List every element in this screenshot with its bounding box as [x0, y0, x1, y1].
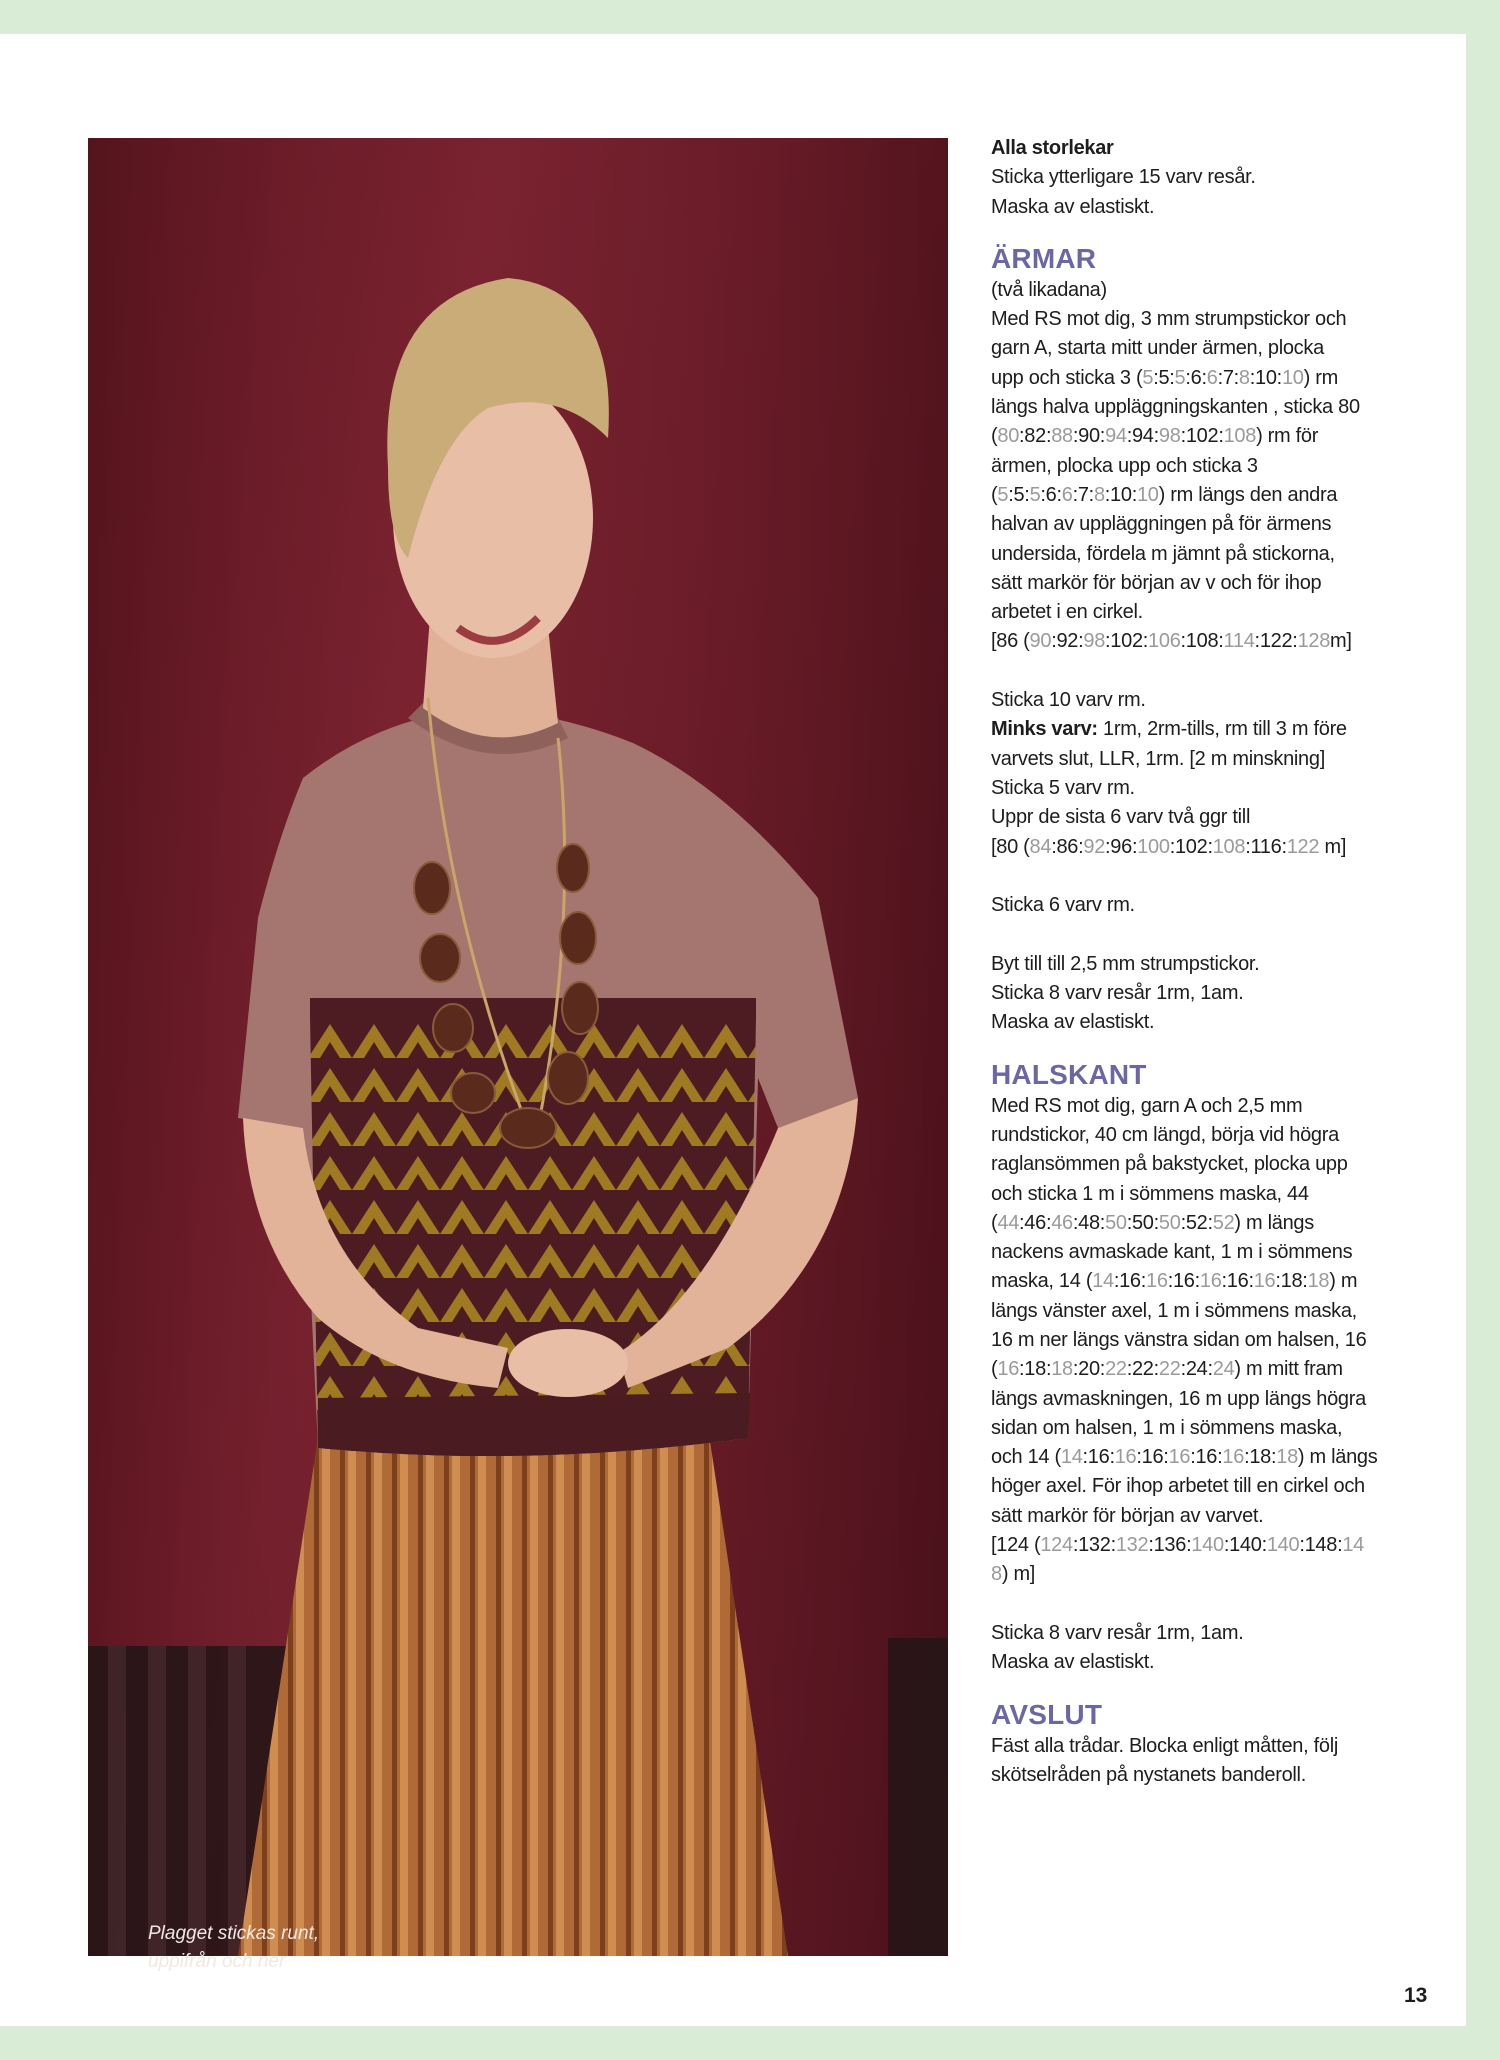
text-line: rundstickor, 40 cm längd, börja vid högra [991, 1123, 1339, 1146]
subhead-alla-storlekar: Alla storlekar [991, 137, 1114, 159]
heading-halskant: HALSKANT [991, 1058, 1147, 1090]
text-line: skötselråden på nystanets banderoll. [991, 1763, 1306, 1786]
text-line: halvan av uppläggningen på för ärmens [991, 513, 1332, 536]
page-number: 13 [1404, 1984, 1428, 2007]
hands [508, 1329, 628, 1397]
text-line: Maska av elastiskt. [991, 1651, 1155, 1674]
text-line: (två likadana) [991, 278, 1107, 301]
text-line: undersida, fördela m jämnt på stickorna, [991, 542, 1335, 565]
text-line: sätt markör för början av v och för ihop [991, 571, 1322, 594]
text-line-sizes: maska, 14 (14:16:16:16:16:16:16:18:18) m [991, 1270, 1358, 1293]
text-line-sizes: [124 (124:132:132:136:140:140:140:148:14 [991, 1534, 1364, 1557]
text-line: längs avmaskningen, 16 m upp längs högra [991, 1387, 1366, 1410]
text-line: Sticka 6 varv rm. [991, 894, 1135, 917]
heading-avslut: AVSLUT [991, 1698, 1103, 1730]
caption-line: Plagget stickas runt, [148, 1923, 320, 1944]
model-photo [88, 138, 948, 1972]
text-line: sätt markör för början av varvet. [991, 1504, 1264, 1527]
photo-illustration [88, 138, 948, 1956]
text-line: Minks varv: 1rm, 2rm-tills, rm till 3 m före [991, 718, 1347, 741]
text-line: Sticka 8 varv resår 1rm, 1am. [991, 982, 1244, 1005]
text-line: och sticka 1 m i sömmens maska, 44 [991, 1182, 1309, 1205]
text-line: ärmen, plocka upp och sticka 3 [991, 454, 1258, 477]
text-line: Med RS mot dig, garn A och 2,5 mm [991, 1094, 1303, 1117]
text-line: Sticka 5 varv rm. [991, 776, 1135, 799]
magazine-page [0, 34, 1466, 2026]
text-line: Sticka 8 varv resår 1rm, 1am. [991, 1621, 1244, 1644]
text-line-sizes: och 14 (14:16:16:16:16:16:16:18:18) m längs [991, 1446, 1378, 1469]
text-line-sizes: (44:46:46:48:50:50:50:52:52) m längs [991, 1211, 1314, 1234]
photo-caption [148, 1920, 408, 1976]
text-line-sizes: 8) m] [991, 1563, 1036, 1586]
text-line: 16 m ner längs vänstra sidan om halsen, 16 [991, 1328, 1367, 1351]
text-line-sizes: (16:18:18:20:22:22:22:24:24) m mitt fram [991, 1358, 1343, 1381]
text-line: Sticka 10 varv rm. [991, 689, 1146, 712]
text-line: Maska av elastiskt. [991, 1011, 1155, 1034]
text-line: Med RS mot dig, 3 mm strumpstickor och [991, 308, 1347, 331]
text-line: längs vänster axel, 1 m i sömmens maska, [991, 1299, 1357, 1322]
sweater-stripe [310, 998, 756, 1020]
caption-line: uppifrån och ner [148, 1951, 286, 1972]
heading-armar: ÄRMAR [991, 242, 1097, 274]
text-line: Uppr de sista 6 varv två ggr till [991, 806, 1251, 829]
pattern-text-column [991, 134, 1431, 1790]
text-line: längs halva uppläggningskanten , sticka 80 [991, 396, 1360, 419]
text-line-sizes: (5:5:5:6:6:7:8:10:10) rm längs den andra [991, 483, 1338, 506]
text-line: garn A, starta mitt under ärmen, plocka [991, 337, 1324, 360]
text-line: sidan om halsen, 1 m i sömmens maska, [991, 1416, 1343, 1439]
text-line: Sticka ytterligare 15 varv resår. [991, 166, 1256, 189]
text-line-sizes: [86 (90:92:98:102:106:108:114:122:128m] [991, 630, 1352, 653]
text-line: varvets slut, LLR, 1rm. [2 m minskning] [991, 747, 1325, 770]
text-line: Maska av elastiskt. [991, 195, 1155, 218]
pleated-skirt [238, 1428, 788, 1956]
text-line-sizes: (80:82:88:90:94:94:98:102:108) rm för [991, 425, 1319, 448]
text-line-sizes: [80 (84:86:92:96:100:102:108:116:122 m] [991, 835, 1347, 858]
text-line-sizes: upp och sticka 3 (5:5:5:6:6:7:8:10:10) rm [991, 366, 1338, 389]
text-line: raglansömmen på bakstycket, plocka upp [991, 1153, 1348, 1176]
text-line: arbetet i en cirkel. [991, 601, 1143, 624]
text-line: nackens avmaskade kant, 1 m i sömmens [991, 1241, 1353, 1264]
text-line: höger axel. För ihop arbetet till en cirkel och [991, 1475, 1365, 1498]
text-line: Byt till till 2,5 mm strumpstickor. [991, 952, 1260, 975]
text-line: Fäst alla trådar. Blocka enligt måtten, följ [991, 1734, 1338, 1757]
